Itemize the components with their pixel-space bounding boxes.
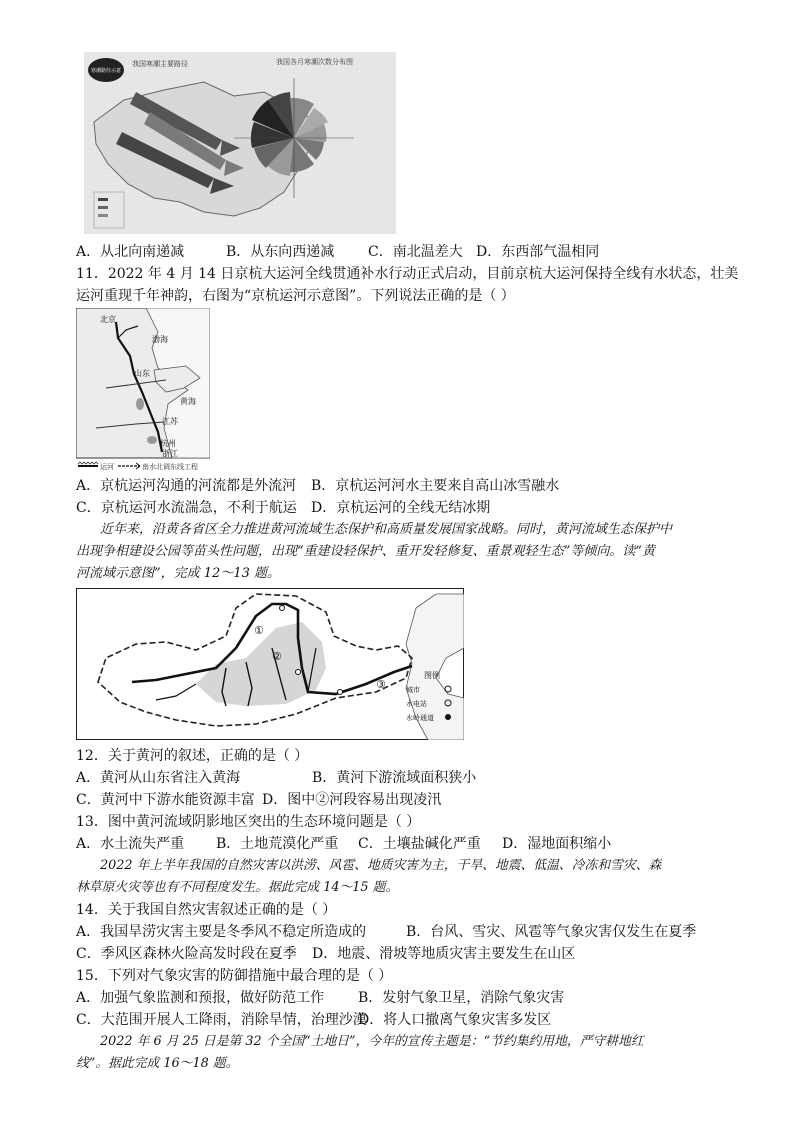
legend-title: 图例 — [424, 671, 440, 680]
marker-3: ③ — [376, 678, 386, 691]
map-label-huanghai: 黄海 — [180, 397, 196, 406]
yellow-river-figure — [76, 588, 464, 740]
q15-option-a[interactable]: A．加强气象监测和预报，做好防范工作 — [76, 990, 325, 1006]
q14-option-c[interactable]: C．季风区森林火险高发时段在夏季 — [76, 946, 297, 962]
q10-option-a[interactable]: A．从北向南递减 — [76, 244, 185, 260]
legend-pass: 水岭通道 — [406, 714, 434, 722]
q11-options-row1 — [76, 476, 559, 496]
q13-option-d[interactable]: D．湿地面积缩小 — [502, 836, 612, 852]
q15-option-c[interactable]: C．大范围开展人工降雨，消除旱情，治理沙漠 — [76, 1012, 367, 1028]
marker-2: ② — [272, 650, 282, 663]
legend-canal: 运河 — [100, 463, 114, 471]
q14-stem: 14．关于我国自然灾害叙述正确的是（ ） — [76, 902, 337, 918]
passage1-line3: 河流域示意图”，完成 12～13 题。 — [76, 566, 280, 581]
q14-option-a[interactable]: A．我国旱涝灾害主要是冬季风不稳定所造成的 — [76, 924, 367, 940]
q14-options-row1 — [76, 922, 696, 942]
q13-option-b[interactable]: B．土地荒漠化严重 — [216, 836, 339, 852]
q12-option-d[interactable]: D．图中②河段容易出现凌汛 — [262, 792, 442, 808]
passage2-line1: 2022 年上半年我国的自然灾害以洪涝、风雹、地质灾害为主，干旱、地震、低温、冷冻和雪灾、森 — [100, 858, 662, 873]
yellow-river-map — [76, 588, 464, 740]
legend-hydro: 水电站 — [406, 700, 427, 708]
map-label-bohai: 渤海 — [152, 335, 168, 344]
q13-options — [76, 834, 611, 854]
cold-wave-figure — [84, 52, 396, 234]
q15-options-row2 — [76, 1010, 551, 1030]
q13-option-c[interactable]: C．土壤盐碱化严重 — [358, 836, 481, 852]
q12-option-c[interactable]: C．黄河中下游水能资源丰富 — [76, 792, 255, 808]
q12-stem: 12．关于黄河的叙述，正确的是（ ） — [76, 748, 309, 764]
map-label-shandong: 山东 — [134, 369, 150, 378]
legend-transfer: 南水北调东线工程 — [142, 463, 198, 471]
q10-option-d[interactable]: D．东西部气温相同 — [476, 244, 600, 260]
cold-wave-map — [84, 52, 396, 234]
grand-canal-figure — [76, 308, 210, 474]
q12-options-row2 — [76, 790, 441, 810]
q13-option-a[interactable]: A．水土流失严重 — [76, 836, 185, 852]
map-label-jiangsu: 江苏 — [162, 417, 178, 426]
q11-stem-line1: 11．2022 年 4 月 14 日京杭大运河全线贯通补水行动正式启动，目前京杭大运河保持全线有水状态，壮美 — [76, 266, 739, 282]
right-title: 我国各月寒潮次数分布图 — [276, 58, 353, 66]
legend-city: 城市 — [406, 686, 420, 694]
q14-option-d[interactable]: D．地震、滑坡等地质灾害主要发生在山区 — [312, 946, 576, 962]
q11-options-row2 — [76, 498, 490, 518]
q15-option-d[interactable]: D．将人口撤离气象灾害多发区 — [358, 1012, 552, 1028]
canal-map-legend — [78, 462, 198, 471]
q11-option-c[interactable]: C．京杭运河水流湍急，不利于航运 — [76, 500, 297, 516]
q10-option-c[interactable]: C．南北温差大 — [368, 244, 463, 260]
q15-stem: 15．下列对气象灾害的防御措施中最合理的是（ ） — [76, 968, 393, 984]
q11-option-a[interactable]: A．京杭运河沟通的河流都是外流河 — [76, 478, 297, 494]
passage2-line2: 林草原火灾等也有不同程度发生。据此完成 14～15 题。 — [76, 880, 399, 895]
grand-canal-map — [76, 308, 210, 474]
q14-options-row2 — [76, 944, 575, 964]
q11-stem-line2: 运河重现千年神韵，右图为“京杭运河示意图”。下列说法正确的是（ ） — [76, 288, 515, 304]
q10-options — [76, 242, 599, 262]
inset-label: 寒潮路径示意 — [90, 68, 122, 74]
q10-option-b[interactable]: B．从东向西递减 — [226, 244, 335, 260]
q11-option-b[interactable]: B．京杭运河河水主要来自高山冰雪融水 — [311, 478, 560, 494]
marker-1: ① — [254, 624, 264, 637]
passage1-line1: 近年来，沿黄各省区全力推进黄河流域生态保护和高质量发展国家战略。同时，黄河流域生态保护中 — [100, 522, 673, 537]
q14-option-b[interactable]: B．台风、雪灾、风雹等气象灾害仅发生在夏季 — [406, 924, 697, 940]
q12-option-a[interactable]: A．黄河从山东省注入黄海 — [76, 770, 241, 786]
passage3-line1: 2022 年 6 月 25 日是第 32 个全国“土地日”，今年的宣传主题是：“节约集约用地，严守耕地红 — [100, 1034, 644, 1049]
left-title: 我国寒潮主要路径 — [132, 60, 188, 68]
map-label-zhejiang: 浙江 — [162, 449, 178, 458]
q12-options-row1 — [76, 768, 476, 788]
q15-options-row1 — [76, 988, 564, 1008]
q13-stem: 13．图中黄河流域阴影地区突出的生态环境问题是（ ） — [76, 814, 421, 830]
q11-option-d[interactable]: D．京杭运河的全线无结冰期 — [311, 500, 491, 516]
q12-option-b[interactable]: B．黄河下游流域面积狭小 — [312, 770, 477, 786]
passage3-line2: 线”。据此完成 16～18 题。 — [76, 1056, 239, 1071]
q15-option-b[interactable]: B．发射气象卫星，消除气象灾害 — [358, 990, 565, 1006]
passage1-line2: 出现争相建设公园等苗头性问题，出现“重建设轻保护、重开发轻修复、重景观轻生态”等倾向。读“黄 — [76, 544, 655, 559]
map-label-beijing: 北京 — [100, 315, 116, 324]
map-label-hangzhou: 杭州 — [160, 439, 176, 448]
